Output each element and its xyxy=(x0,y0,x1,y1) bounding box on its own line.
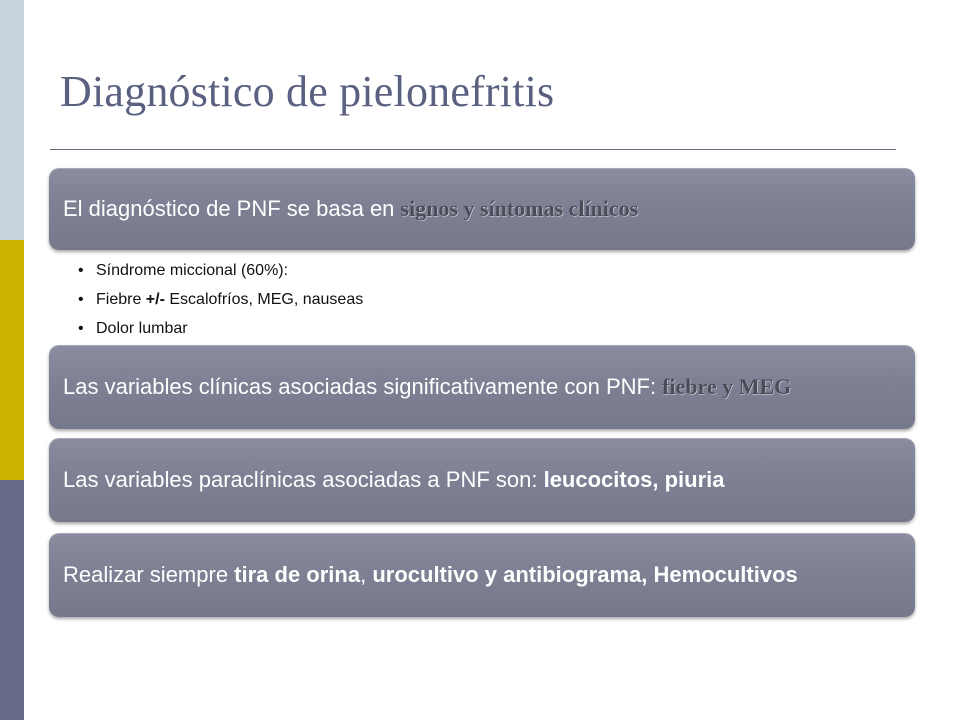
list-item xyxy=(78,285,363,314)
list-item-text: Dolor lumbar xyxy=(96,320,188,337)
clinical-variables-prefix: Las variables clínicas asociadas significativamente con PNF: xyxy=(63,374,663,399)
list-item-text-bold: +/- xyxy=(145,291,165,308)
clinical-variables-emphasis: fiebre y MEG xyxy=(662,374,792,399)
diagnosis-basis-text xyxy=(63,195,901,223)
list-item xyxy=(78,256,363,285)
list-item-text-post: Escalofríos, MEG, nauseas xyxy=(164,291,364,308)
side-bar-top-segment xyxy=(0,0,24,240)
recommended-tests-text xyxy=(63,561,901,589)
list-item xyxy=(78,314,363,343)
paraclinical-variables-box xyxy=(49,438,915,522)
bullet-dot-icon: • xyxy=(78,320,84,337)
recommended-tests-prefix: Realizar siempre xyxy=(63,562,235,587)
side-bar-middle-segment xyxy=(0,240,24,480)
list-item-text: Síndrome miccional (60%): xyxy=(96,262,289,279)
slide-title: Diagnóstico de pielonefritis xyxy=(60,67,555,116)
recommended-tests-emphasis-2: urocultivo y antibiograma, Hemocultivos xyxy=(372,562,798,587)
bullet-dot-icon: • xyxy=(78,291,84,308)
bullet-dot-icon: • xyxy=(78,262,84,279)
clinical-variables-box xyxy=(49,345,915,429)
recommended-tests-emphasis-1: tira de orina xyxy=(234,562,361,587)
title-divider xyxy=(50,149,896,150)
diagnosis-basis-prefix: El diagnóstico de PNF se basa en xyxy=(63,196,401,221)
side-bar-bottom-segment xyxy=(0,480,24,720)
recommended-tests-separator: , xyxy=(360,562,373,587)
diagnosis-basis-emphasis: signos y síntomas clínicos xyxy=(400,196,639,221)
diagnosis-basis-box xyxy=(49,168,915,250)
clinical-variables-text xyxy=(63,373,901,401)
side-accent-bar xyxy=(0,0,24,720)
list-item-text-pre: Fiebre xyxy=(96,291,146,308)
symptom-list xyxy=(78,256,363,343)
recommended-tests-box xyxy=(49,533,915,617)
paraclinical-variables-text xyxy=(63,466,901,494)
paraclinical-variables-prefix: Las variables paraclínicas asociadas a PNF son: xyxy=(63,467,544,492)
paraclinical-variables-emphasis: leucocitos, piuria xyxy=(543,467,725,492)
